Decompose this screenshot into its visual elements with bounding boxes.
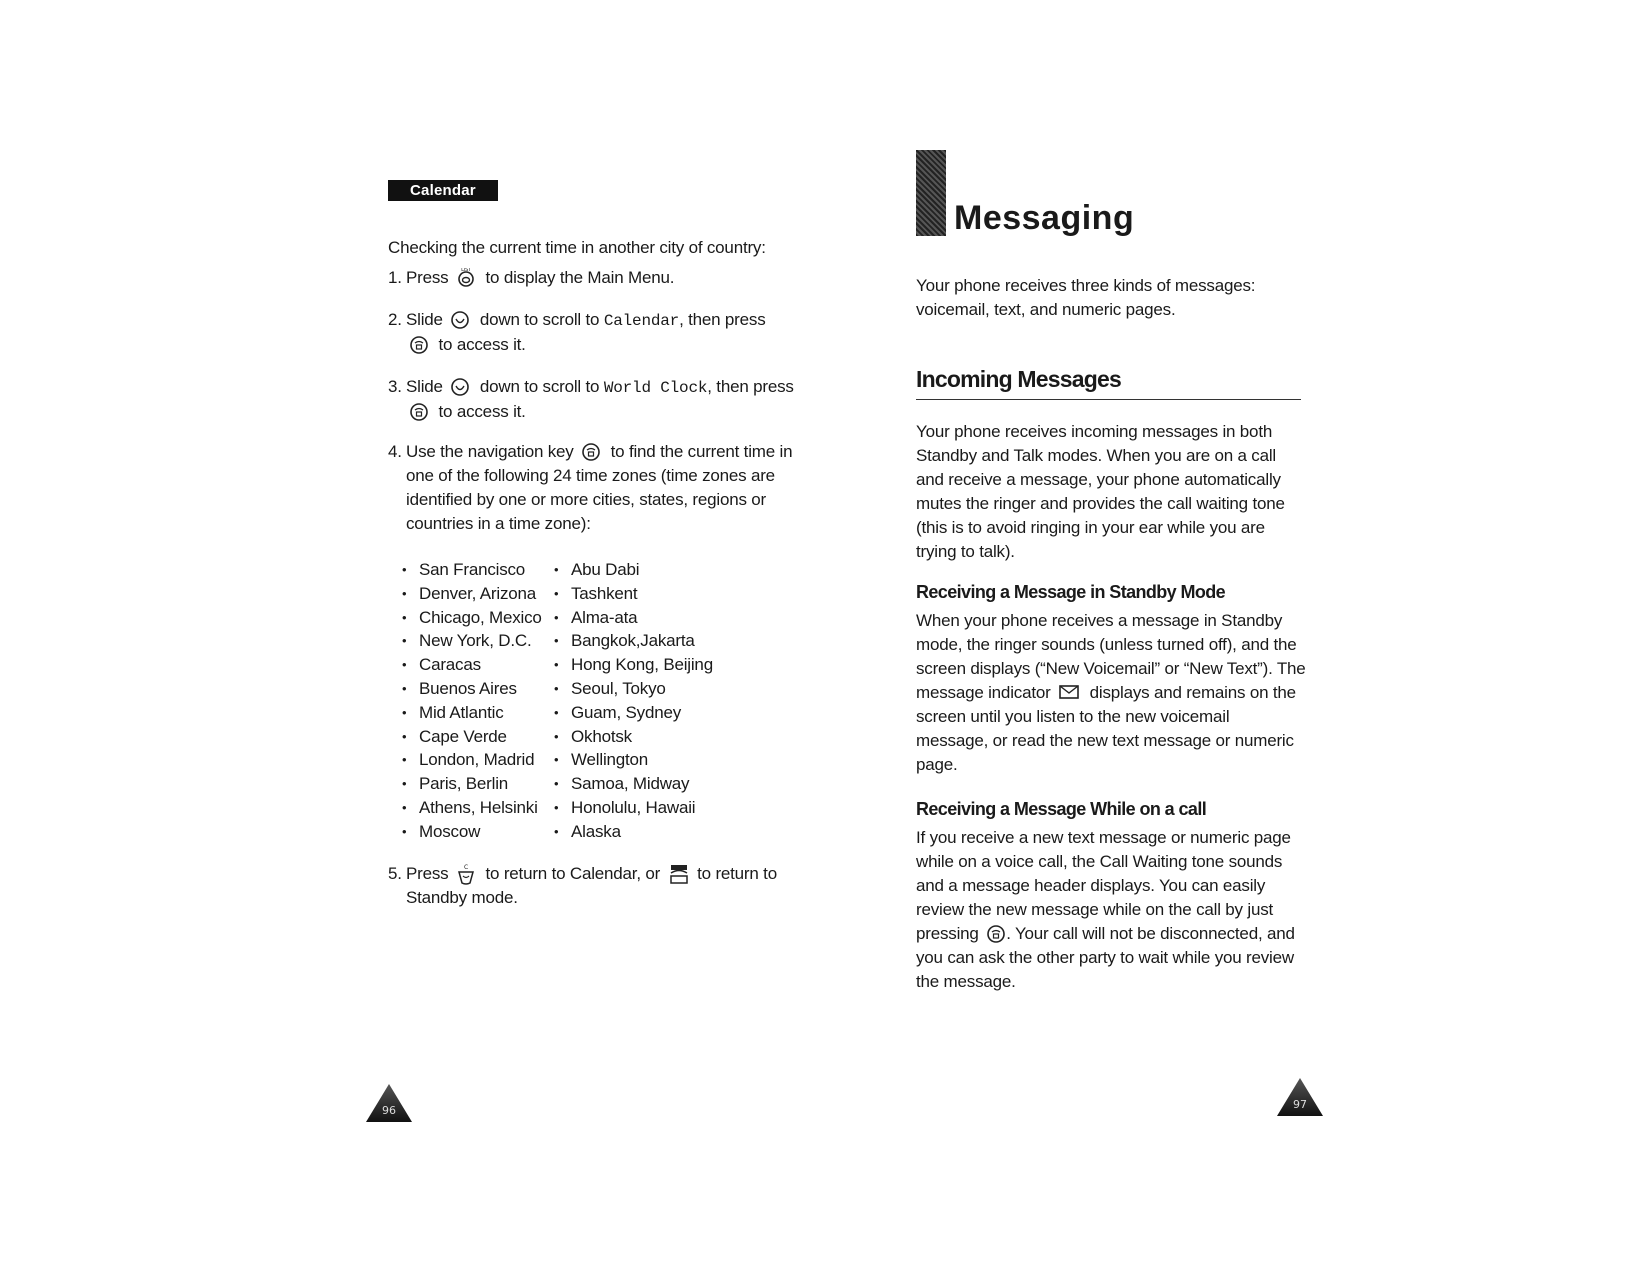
step-text: , then press	[707, 377, 794, 396]
step-number: 5.	[388, 863, 402, 883]
page-number-badge	[1276, 1077, 1324, 1117]
bullet: •	[554, 704, 559, 720]
list-item: • Wellington	[554, 748, 724, 772]
time-zone-list	[402, 558, 798, 844]
step-number: 4.	[388, 442, 402, 461]
step-1	[388, 266, 798, 290]
step-number: 1.	[388, 268, 402, 287]
list-key-icon	[456, 268, 476, 286]
list-item: • Moscow	[402, 820, 554, 844]
intro-text: Checking the current time in another city of country:	[388, 238, 766, 257]
bullet: •	[402, 562, 407, 577]
city-column-2	[554, 558, 724, 844]
bullet: •	[554, 752, 559, 768]
bullet: •	[402, 776, 407, 792]
section-tag: Calendar	[388, 180, 498, 201]
bullet: •	[554, 562, 559, 577]
bullet: •	[402, 728, 407, 744]
section-heading: Incoming Messages	[916, 366, 1301, 400]
nav-key-icon	[450, 377, 470, 395]
list-item: • Alma-ata	[554, 606, 724, 630]
bullet: •	[402, 657, 407, 673]
step-text: Slide	[406, 310, 443, 329]
step-text: Press	[406, 268, 449, 287]
list-item: • Seoul, Tokyo	[554, 677, 724, 701]
list-item: • Athens, Helsinki	[402, 796, 554, 820]
step-2	[388, 308, 798, 357]
bullet: •	[554, 823, 559, 839]
ok-key-icon	[409, 402, 429, 420]
triangle-icon	[365, 1083, 413, 1123]
ok-key-icon	[581, 442, 601, 460]
list-item: • Mid Atlantic	[402, 701, 554, 725]
left-page	[388, 180, 798, 910]
step-text: to return to Standby mode.	[406, 863, 777, 907]
chapter-title: Messaging	[954, 199, 1135, 237]
list-item: • Bangkok,Jakarta	[554, 629, 724, 653]
list-item: • Cape Verde	[402, 725, 554, 749]
bullet: •	[554, 776, 559, 792]
step-3	[388, 375, 798, 424]
step-text: to display the Main Menu.	[485, 268, 675, 287]
step-number: 2.	[388, 310, 402, 329]
step-text: down to scroll to	[479, 310, 600, 329]
step-text: to find the current time in one of the following 24 time zones (time zones are identified by one or more cities, states, regions or countries in a time zone):	[406, 442, 793, 533]
right-page	[916, 150, 1306, 994]
step-text: to access it.	[438, 402, 526, 421]
svg-text:LIST: LIST	[461, 268, 471, 273]
bullet: •	[402, 585, 407, 601]
subheading-standby: Receiving a Message in Standby Mode	[916, 582, 1226, 602]
menu-name: World Clock	[603, 379, 708, 397]
bullet: •	[402, 609, 407, 625]
ok-key-icon	[986, 924, 1006, 942]
list-item: • New York, D.C.	[402, 629, 554, 653]
bullet: •	[554, 799, 559, 815]
bullet: •	[402, 680, 407, 696]
list-item: • Caracas	[402, 653, 554, 677]
step-text: Slide	[406, 377, 443, 396]
chapter-bar	[916, 150, 946, 236]
list-item: • Chicago, Mexico	[402, 606, 554, 630]
chapter-header	[916, 150, 1306, 236]
step-number: 3.	[388, 377, 402, 396]
bullet: •	[554, 680, 559, 696]
list-item: • Paris, Berlin	[402, 772, 554, 796]
page-number: 96	[382, 1104, 396, 1117]
triangle-icon	[1276, 1077, 1324, 1117]
city-column-1	[402, 558, 554, 844]
ok-key-icon	[409, 335, 429, 353]
nav-key-icon	[450, 310, 470, 328]
chapter-intro: Your phone receives three kinds of messages: voicemail, text, and numeric pages.	[916, 276, 1256, 319]
list-item: • Denver, Arizona	[402, 582, 554, 606]
bullet: •	[402, 633, 407, 649]
svg-text:C: C	[464, 863, 468, 871]
bullet: •	[554, 633, 559, 649]
step-text: down to scroll to	[479, 377, 600, 396]
envelope-icon	[1059, 682, 1079, 696]
on-call-paragraph: If you receive a new text message or numeric page while on a voice call, the Call Waiting tone sounds and a message header displays. You can easily review the new message while on the call by just pressing . Your call will not be disconnected, and you can ask the other party to wait while you review the message.	[916, 828, 1295, 991]
step-text: Press	[406, 863, 449, 883]
list-item: • Buenos Aires	[402, 677, 554, 701]
bullet: •	[402, 752, 407, 768]
step-4	[388, 440, 798, 536]
list-item: • Tashkent	[554, 582, 724, 606]
bullet: •	[402, 823, 407, 839]
bullet: •	[402, 704, 407, 720]
step-text: to access it.	[438, 335, 526, 354]
list-item: • Alaska	[554, 820, 724, 844]
list-item: • Abu Dabi	[554, 558, 724, 582]
menu-name: Calendar	[603, 312, 680, 330]
bullet: •	[402, 799, 407, 815]
page-number-badge	[365, 1083, 413, 1123]
clear-key-icon	[456, 864, 476, 882]
list-item: • Guam, Sydney	[554, 701, 724, 725]
step-5	[388, 862, 798, 910]
bullet: •	[554, 609, 559, 625]
list-item: • London, Madrid	[402, 748, 554, 772]
list-item: • Samoa, Midway	[554, 772, 724, 796]
list-item: • Honolulu, Hawaii	[554, 796, 724, 820]
page-number: 97	[1293, 1098, 1307, 1111]
list-item: • Okhotsk	[554, 725, 724, 749]
step-text: to return to Calendar, or	[485, 863, 661, 883]
subheading-on-call: Receiving a Message While on a call	[916, 799, 1207, 819]
step-text: , then press	[679, 310, 766, 329]
step-text: Use the navigation key	[406, 442, 574, 461]
bullet: •	[554, 585, 559, 601]
end-key-icon	[668, 864, 688, 882]
section-paragraph: Your phone receives incoming messages in both Standby and Talk modes. When you are on a call and receive a message, your phone automatically mutes the ringer and provides the call waiting tone (this is to avoid ringing in your ear while you are trying to talk).	[916, 422, 1285, 561]
standby-paragraph: When your phone receives a message in Standby mode, the ringer sounds (unless turned off), and the screen displays (“New Voicemail” or “New Text”). The message indicator displays and remains on the screen until you listen to the new voicemail message, or read the new text message or numeric page.	[916, 611, 1306, 774]
bullet: •	[554, 657, 559, 673]
bullet: •	[554, 728, 559, 744]
list-item: • San Francisco	[402, 558, 554, 582]
list-item: • Hong Kong, Beijing	[554, 653, 724, 677]
